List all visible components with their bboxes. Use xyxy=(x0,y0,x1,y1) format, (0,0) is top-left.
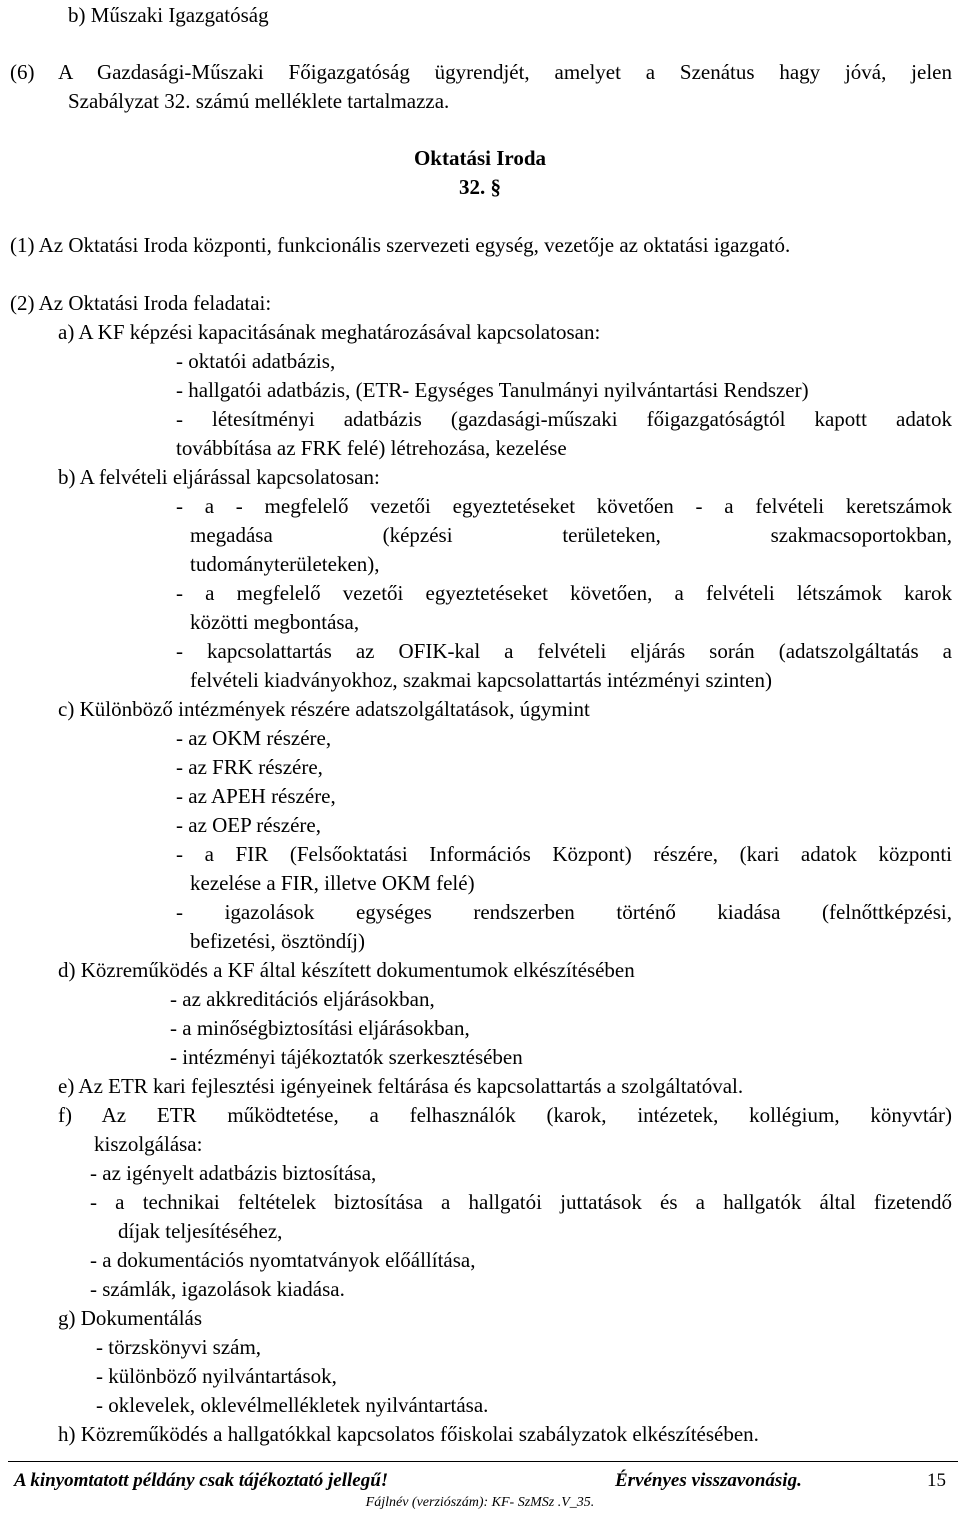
item-g-line: - törzskönyvi szám, xyxy=(96,1335,262,1359)
item-c-heading: c) Különböző intézmények részére adatszolgáltatások, úgymint xyxy=(58,697,590,721)
item-b-line: - kapcsolattartás az OFIK-kal a felvételi eljárás során (adatszolgáltatás a xyxy=(176,639,952,663)
paragraph-2-heading: (2) Az Oktatási Iroda feladatai: xyxy=(10,291,272,315)
item-f-line: - az igényelt adatbázis biztosítása, xyxy=(90,1161,377,1185)
item-c-line: - az OEP részére, xyxy=(176,813,321,837)
item-b-line: felvételi kiadványokhoz, szakmai kapcsolattartás intézményi szinten) xyxy=(190,668,772,692)
item-b-line: - a megfelelő vezetői egyeztetéseket követően, a felvételi létszámok karok xyxy=(176,581,952,605)
item-a-line: - oktatói adatbázis, xyxy=(176,349,336,373)
item-c-line: - az OKM részére, xyxy=(176,726,332,750)
item-h: h) Közreműködés a hallgatókkal kapcsolatos főiskolai szabályzatok elkészítésében. xyxy=(58,1422,759,1446)
item-d-line: - az akkreditációs eljárásokban, xyxy=(170,987,435,1011)
item-b-line: tudományterületeken), xyxy=(190,552,380,576)
footer-filename: Fájlnév (verziószám): KF- SzMSz .V_35. xyxy=(365,1495,595,1510)
item-f-heading-cont: kiszolgálása: xyxy=(94,1132,203,1156)
item-a-line: továbbítása az FRK felé) létrehozása, kezelése xyxy=(176,436,567,460)
paragraph-6-line-2: Szabályzat 32. számú melléklete tartalmazza. xyxy=(68,89,450,113)
page-number: 15 xyxy=(927,1470,946,1491)
footer-validity: Érvényes visszavonásig. xyxy=(615,1470,802,1491)
footer-divider xyxy=(8,1461,958,1462)
item-b-line: megadása (képzési területeken, szakmacsoportokban, xyxy=(190,523,952,547)
item-f-line: - a technikai feltételek biztosítása a hallgatói juttatások és a hallgatók által fizetendő xyxy=(90,1190,952,1214)
item-f-heading: f) Az ETR működtetése, a felhasználók (karok, intézetek, kollégium, könyvtár) xyxy=(58,1103,952,1127)
item-a-line: - hallgatói adatbázis, (ETR- Egységes Tanulmányi nyilvántartási Rendszer) xyxy=(176,378,809,402)
footer-notice: A kinyomtatott példány csak tájékoztató jellegű! xyxy=(14,1470,389,1491)
chapter-title: Oktatási Iroda xyxy=(413,146,547,170)
item-g-line: - különböző nyilvántartások, xyxy=(96,1364,337,1388)
item-c-line: kezelése a FIR, illetve OKM felé) xyxy=(190,871,475,895)
item-f-line: - számlák, igazolások kiadása. xyxy=(90,1277,345,1301)
item-a-heading: a) A KF képzési kapacitásának meghatározásával kapcsolatosan: xyxy=(58,320,601,344)
section-number: 32. § xyxy=(459,175,501,199)
section-heading: b) Műszaki Igazgatóság xyxy=(68,3,269,27)
item-b-line: - a - megfelelő vezetői egyeztetéseket követően - a felvételi keretszámok xyxy=(176,494,952,518)
item-c-line: - igazolások egységes rendszerben történő kiadása (felnőttképzési, xyxy=(176,900,952,924)
item-c-line: befizetési, ösztöndíj) xyxy=(190,929,365,953)
item-f-line: - a dokumentációs nyomtatványok előállítása, xyxy=(90,1248,476,1272)
item-d-heading: d) Közreműködés a KF által készített dokumentumok elkészítésében xyxy=(58,958,635,982)
item-f-line: díjak teljesítéséhez, xyxy=(118,1219,283,1243)
item-e: e) Az ETR kari fejlesztési igényeinek feltárása és kapcsolattartás a szolgáltatóval. xyxy=(58,1074,744,1098)
item-d-line: - intézményi tájékoztatók szerkesztésében xyxy=(170,1045,523,1069)
item-c-line: - az FRK részére, xyxy=(176,755,323,779)
paragraph-1: (1) Az Oktatási Iroda központi, funkcionális szervezeti egység, vezetője az oktatási igazgató. xyxy=(10,233,791,257)
item-a-line: - létesítményi adatbázis (gazdasági-műszaki főigazgatóságtól kapott adatok xyxy=(176,407,952,431)
item-c-line: - a FIR (Felsőoktatási Információs Központ) részére, (kari adatok központi xyxy=(176,842,952,866)
item-c-line: - az APEH részére, xyxy=(176,784,336,808)
item-b-line: közötti megbontása, xyxy=(190,610,360,634)
item-g-line: - oklevelek, oklevélmellékletek nyilvántartása. xyxy=(96,1393,489,1417)
paragraph-6-line-1: (6) A Gazdasági-Műszaki Főigazgatóság ügyrendjét, amelyet a Szenátus hagy jóvá, jelen xyxy=(10,60,952,84)
item-g-heading: g) Dokumentálás xyxy=(58,1306,203,1330)
item-b-heading: b) A felvételi eljárással kapcsolatosan: xyxy=(58,465,380,489)
item-d-line: - a minőségbiztosítási eljárásokban, xyxy=(170,1016,470,1040)
